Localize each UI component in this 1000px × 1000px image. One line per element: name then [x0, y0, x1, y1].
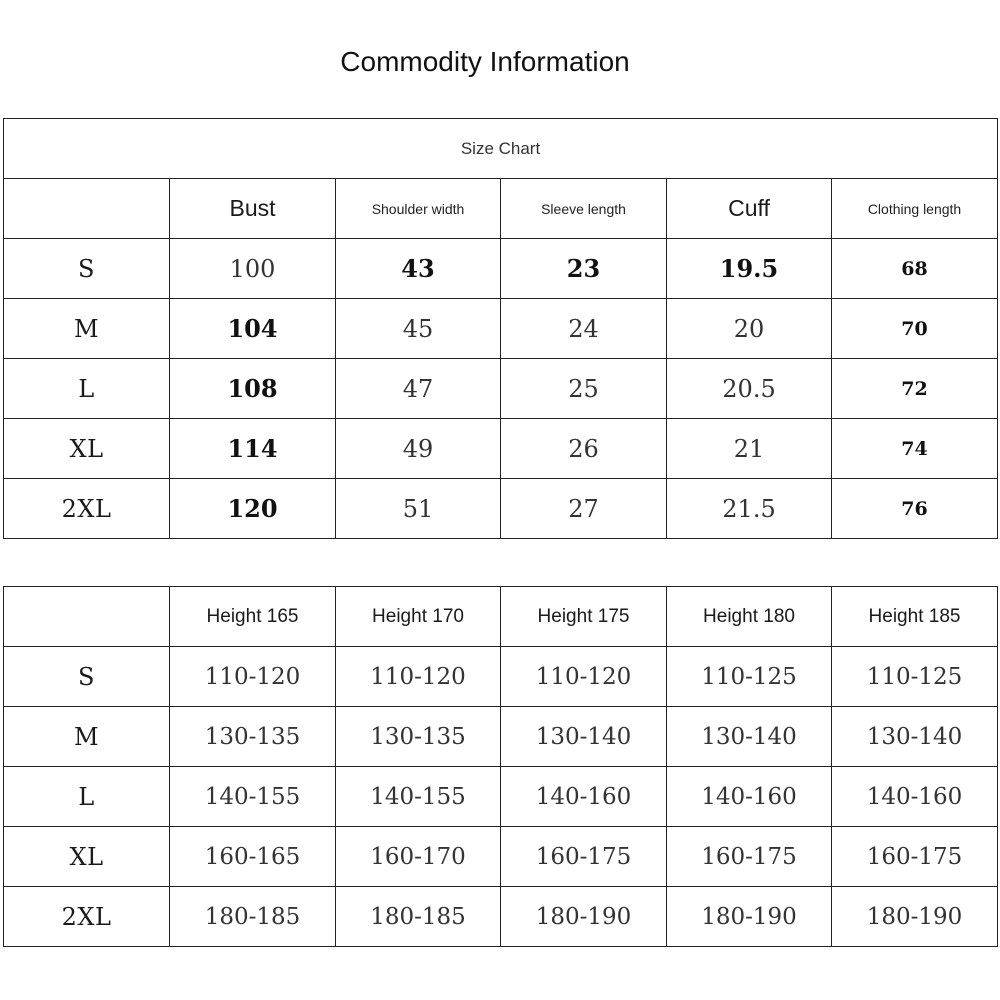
weight-range-cell: 140-155 — [336, 767, 501, 827]
weight-range-cell: 140-160 — [832, 767, 998, 827]
header-height-165: Height 165 — [170, 587, 336, 647]
size-label-cell: M — [4, 299, 170, 359]
size-label-cell: XL — [4, 419, 170, 479]
size-label-cell: 2XL — [4, 887, 170, 947]
size-chart-header-row — [4, 179, 998, 239]
size-label-cell: S — [4, 239, 170, 299]
height-chart-table — [3, 586, 998, 947]
weight-range-cell: 180-190 — [667, 887, 832, 947]
weight-range-cell: 160-165 — [170, 827, 336, 887]
sleeve-length-cell: 24 — [501, 299, 667, 359]
size-label-cell: L — [4, 359, 170, 419]
header-clothing-length: Clothing length — [832, 179, 998, 239]
table-row — [4, 647, 998, 707]
table-row — [4, 767, 998, 827]
header-height-180: Height 180 — [667, 587, 832, 647]
size-label-cell: M — [4, 707, 170, 767]
weight-range-cell: 140-155 — [170, 767, 336, 827]
size-label-cell: XL — [4, 827, 170, 887]
bust-cell: 108 — [170, 359, 336, 419]
weight-range-cell: 130-140 — [667, 707, 832, 767]
table-row — [4, 299, 998, 359]
size-label-cell: L — [4, 767, 170, 827]
clothing-length-cell: 72 — [832, 359, 998, 419]
cuff-cell: 20.5 — [667, 359, 832, 419]
table-row — [4, 479, 998, 539]
clothing-length-cell: 70 — [832, 299, 998, 359]
height-chart-header-row — [4, 587, 998, 647]
weight-range-cell: 110-120 — [336, 647, 501, 707]
cuff-cell: 21.5 — [667, 479, 832, 539]
weight-range-cell: 180-185 — [170, 887, 336, 947]
size-chart-caption: Size Chart — [4, 119, 998, 179]
weight-range-cell: 140-160 — [501, 767, 667, 827]
shoulder-width-cell: 43 — [336, 239, 501, 299]
weight-range-cell: 180-185 — [336, 887, 501, 947]
weight-range-cell: 130-140 — [832, 707, 998, 767]
weight-range-cell: 140-160 — [667, 767, 832, 827]
cuff-cell: 21 — [667, 419, 832, 479]
weight-range-cell: 180-190 — [501, 887, 667, 947]
table-row — [4, 359, 998, 419]
weight-range-cell: 130-140 — [501, 707, 667, 767]
page-title: Commodity Information — [340, 46, 630, 77]
sleeve-length-cell: 27 — [501, 479, 667, 539]
size-chart-table — [3, 118, 998, 539]
weight-range-cell: 160-175 — [832, 827, 998, 887]
cuff-cell: 19.5 — [667, 239, 832, 299]
header-height-170: Height 170 — [336, 587, 501, 647]
height-header-corner-cell — [4, 587, 170, 647]
weight-range-cell: 160-175 — [501, 827, 667, 887]
shoulder-width-cell: 49 — [336, 419, 501, 479]
sleeve-length-cell: 25 — [501, 359, 667, 419]
weight-range-cell: 130-135 — [336, 707, 501, 767]
sleeve-length-cell: 23 — [501, 239, 667, 299]
table-row — [4, 887, 998, 947]
size-label-cell: 2XL — [4, 479, 170, 539]
table-row — [4, 707, 998, 767]
shoulder-width-cell: 45 — [336, 299, 501, 359]
bust-cell: 114 — [170, 419, 336, 479]
clothing-length-cell: 74 — [832, 419, 998, 479]
weight-range-cell: 110-120 — [170, 647, 336, 707]
weight-range-cell: 160-170 — [336, 827, 501, 887]
bust-cell: 104 — [170, 299, 336, 359]
bust-cell: 120 — [170, 479, 336, 539]
sleeve-length-cell: 26 — [501, 419, 667, 479]
size-label-cell: S — [4, 647, 170, 707]
header-cuff: Cuff — [667, 179, 832, 239]
shoulder-width-cell: 51 — [336, 479, 501, 539]
weight-range-cell: 110-125 — [832, 647, 998, 707]
header-height-175: Height 175 — [501, 587, 667, 647]
header-shoulder-width: Shoulder width — [336, 179, 501, 239]
cuff-cell: 20 — [667, 299, 832, 359]
bust-cell: 100 — [170, 239, 336, 299]
weight-range-cell: 160-175 — [667, 827, 832, 887]
header-corner-cell — [4, 179, 170, 239]
weight-range-cell: 110-120 — [501, 647, 667, 707]
header-bust: Bust — [170, 179, 336, 239]
table-row — [4, 239, 998, 299]
clothing-length-cell: 68 — [832, 239, 998, 299]
header-height-185: Height 185 — [832, 587, 998, 647]
table-row — [4, 827, 998, 887]
shoulder-width-cell: 47 — [336, 359, 501, 419]
weight-range-cell: 180-190 — [832, 887, 998, 947]
weight-range-cell: 130-135 — [170, 707, 336, 767]
header-sleeve-length: Sleeve length — [501, 179, 667, 239]
table-row — [4, 419, 998, 479]
clothing-length-cell: 76 — [832, 479, 998, 539]
weight-range-cell: 110-125 — [667, 647, 832, 707]
